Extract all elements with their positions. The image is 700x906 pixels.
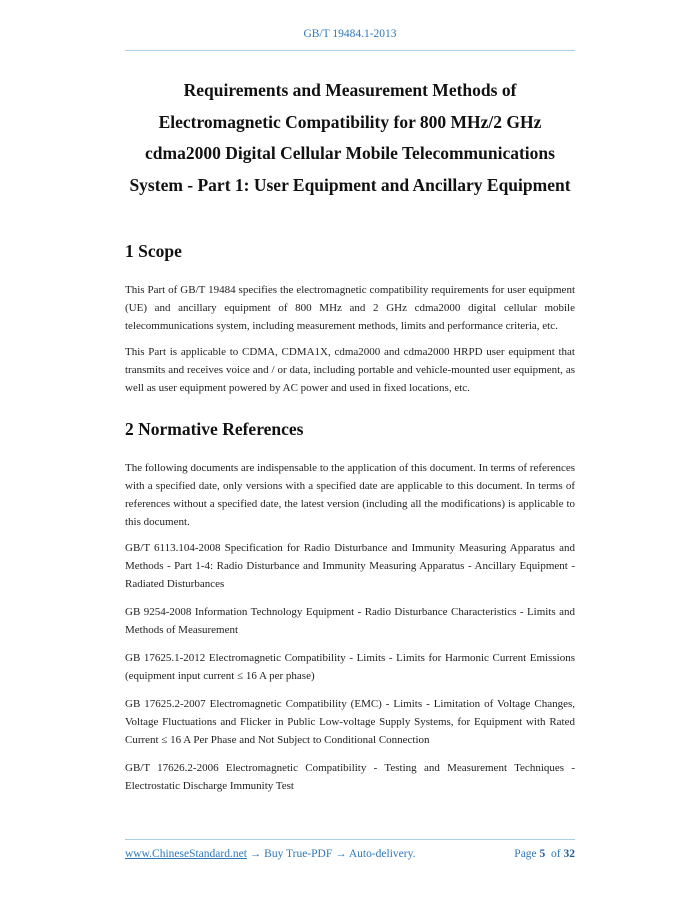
total-pages: 32 xyxy=(563,848,575,860)
current-page: 5 xyxy=(539,848,546,860)
page-content xyxy=(125,75,575,795)
footer-promo xyxy=(125,848,415,860)
paragraph: This Part of GB/T 19484 specifies the electromagnetic compatibility requirements for user equipment (UE) and ancillary equipment of 800 MHz and 2 GHz cdma2000 digital cellular mobile telecommunications system, including measurement methods, limits and performance criteria, etc. xyxy=(125,284,575,332)
website-link[interactable]: www.ChineseStandard.net xyxy=(125,848,247,860)
title-line: Requirements and Measurement Methods of xyxy=(183,80,517,100)
footer-rule xyxy=(125,839,575,840)
reference-item: GB/T 17626.2-2006 Electromagnetic Compatibility - Testing and Measurement Techniques - Electrostatic Discharge Immunity Test xyxy=(125,762,575,792)
header-rule xyxy=(125,50,575,51)
paragraph: The following documents are indispensable to the application of this document. In terms of references with a specified date, only versions with a specified date are applicable to this document. In terms of references without a specified date, the latest version (including all the modifications) is applicable to this document. xyxy=(125,462,575,528)
paragraph: This Part is applicable to CDMA, CDMA1X, cdma2000 and cdma2000 HRPD user equipment that transmits and receives voice and / or data, including portable and vehicle-mounted user equipment, as well as user equipment powered by AC power and used in fixed locations, etc. xyxy=(125,346,575,394)
title-line: System - Part 1: User Equipment and Ancillary Equipment xyxy=(129,174,571,195)
of-label: of xyxy=(551,848,561,860)
document-title xyxy=(125,75,575,201)
reference-item: GB/T 6113.104-2008 Specification for Radio Disturbance and Immunity Measuring Apparatus and Methods - Part 1-4: Radio Disturbance and Immunity Measuring Apparatus - Ancillary Equipment - Radiated Disturbances xyxy=(125,542,575,590)
page-label: Page xyxy=(514,848,537,860)
title-line: cdma2000 Digital Cellular Mobile Telecommunications xyxy=(145,143,555,163)
footer xyxy=(125,848,575,860)
reference-item: GB 17625.2-2007 Electromagnetic Compatibility (EMC) - Limits - Limitation of Voltage Changes, Voltage Fluctuations and Flicker in Public Low-voltage Supply Systems, for Equipment with Rated Current ≤ 16 A Per Phase and Not Subject to Conditional Connection xyxy=(125,698,575,746)
page-number xyxy=(514,848,575,860)
reference-item: GB 17625.1-2012 Electromagnetic Compatibility - Limits - Limits for Harmonic Current Emissions (equipment input current ≤ 16 A per phase) xyxy=(125,652,575,682)
header-doc-id: GB/T 19484.1-2013 xyxy=(303,28,397,40)
section-heading-normative-references: 2 Normative References xyxy=(125,419,304,439)
section-heading-scope: 1 Scope xyxy=(125,241,182,261)
reference-item: GB 9254-2008 Information Technology Equipment - Radio Disturbance Characteristics - Limits and Methods of Measurement xyxy=(125,606,575,636)
promo-text: → Buy True-PDF → Auto-delivery. xyxy=(246,848,416,860)
title-line: Electromagnetic Compatibility for 800 MHz/2 GHz xyxy=(158,111,542,132)
